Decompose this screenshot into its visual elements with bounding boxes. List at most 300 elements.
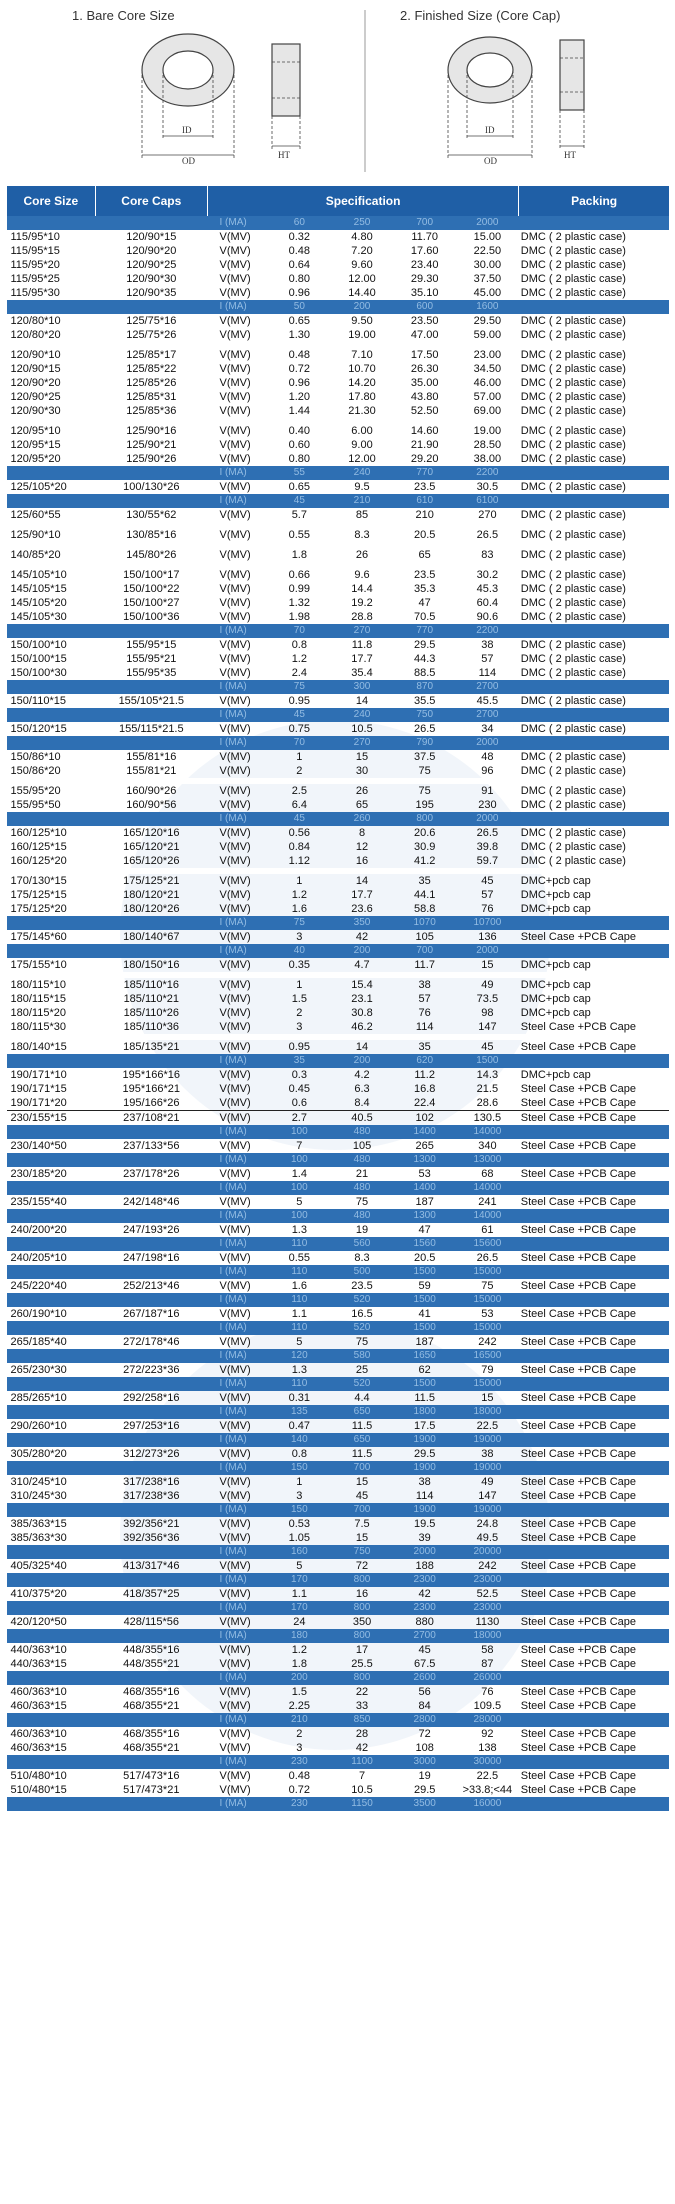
current-value: 520: [331, 1293, 394, 1307]
table-row: [7, 1223, 670, 1237]
table-row: [7, 438, 670, 452]
spec-value-cell: 0.64: [288, 259, 311, 271]
spec-value-cell: 28.8: [351, 611, 373, 623]
spec-value-cell: 53: [418, 1168, 431, 1180]
core-caps-cell: 165/120*16: [123, 827, 180, 839]
current-value: 1600: [456, 300, 519, 314]
spec-value-cell: 242: [478, 1336, 497, 1348]
spec-value-cell: 1.1: [291, 1588, 307, 1600]
blank-cell: [519, 1293, 669, 1307]
table-row: [7, 1363, 670, 1377]
table-row: [7, 902, 670, 916]
core-size-cell: 125/90*10: [10, 529, 61, 541]
spec-value-cell: 15.00: [473, 231, 502, 243]
spec-value-cell: 1.2: [291, 1644, 307, 1656]
spec-value-cell: 11.2: [414, 1069, 435, 1081]
blank-cell: [95, 216, 207, 230]
table-row: [7, 1419, 670, 1433]
voltage-label-cell: V(MV): [219, 453, 251, 465]
packing-cell: DMC ( 2 plastic case): [520, 329, 626, 341]
core-size-cell: 190/171*20: [10, 1097, 67, 1109]
voltage-label-cell: V(MV): [219, 695, 251, 707]
core-size-cell: 230/185*20: [10, 1168, 67, 1180]
voltage-label-cell: V(MV): [219, 1168, 251, 1180]
blank-cell: [7, 708, 96, 722]
spec-value-cell: 70.5: [413, 611, 436, 623]
current-label: I (MA): [207, 494, 268, 508]
voltage-label-cell: V(MV): [219, 1490, 251, 1502]
current-header-row: [7, 1349, 670, 1363]
voltage-label-cell: V(MV): [219, 1097, 251, 1109]
blank-cell: [7, 1629, 96, 1643]
spec-value-cell: 1: [296, 875, 303, 887]
spec-value-cell: 4.2: [354, 1069, 370, 1081]
table-body: [7, 216, 670, 1811]
core-caps-cell: 237/133*56: [123, 1140, 180, 1152]
current-value: 14000: [456, 1181, 519, 1195]
current-value: 2800: [393, 1713, 456, 1727]
core-size-cell: 155/95*50: [10, 799, 61, 811]
current-value: 2300: [393, 1573, 456, 1587]
spec-value-cell: 2.4: [291, 667, 307, 679]
packing-cell: Steel Case +PCB Cape: [520, 1420, 637, 1432]
spec-value-cell: 90.6: [476, 611, 499, 623]
packing-cell: DMC+pcb cap: [520, 1007, 591, 1019]
spec-value-cell: 138: [478, 1742, 497, 1754]
packing-cell: DMC ( 2 plastic case): [520, 391, 626, 403]
spec-value-cell: 130.5: [456, 1111, 519, 1126]
packing-cell: DMC ( 2 plastic case): [520, 377, 626, 389]
blank-cell: [7, 1545, 96, 1559]
blank-cell: [519, 624, 669, 638]
voltage-label-cell: V(MV): [219, 509, 251, 521]
voltage-label-cell: V(MV): [219, 439, 251, 451]
spec-value-cell: 39.8: [476, 841, 499, 853]
core-caps-cell: 155/81*16: [126, 751, 177, 763]
table-row: [7, 1531, 670, 1545]
blank-cell: [95, 1461, 207, 1475]
packing-cell: Steel Case +PCB Cape: [520, 1616, 637, 1628]
current-value: 15000: [456, 1377, 519, 1391]
current-value: 1800: [393, 1405, 456, 1419]
blank-cell: [95, 1265, 207, 1279]
core-caps-cell: 125/85*17: [126, 349, 177, 361]
packing-cell: Steel Case +PCB Cape: [520, 1686, 637, 1698]
current-value: 560: [331, 1237, 394, 1251]
blank-cell: [7, 1265, 96, 1279]
core-caps-cell: 160/90*26: [126, 785, 177, 797]
spec-value-cell: 26.5: [476, 529, 499, 541]
core-caps-cell: 413/317*46: [123, 1560, 180, 1572]
core-size-cell: 150/100*15: [10, 653, 67, 665]
voltage-label-cell: V(MV): [219, 1007, 251, 1019]
current-header-row: [7, 1433, 670, 1447]
column-header-core-size: Core Size: [7, 186, 96, 216]
current-value: 100: [268, 1181, 331, 1195]
spec-value-cell: 22.5: [476, 1420, 499, 1432]
current-value: 600: [393, 300, 456, 314]
current-value: 800: [393, 812, 456, 826]
current-header-row: [7, 1181, 670, 1195]
packing-cell: Steel Case +PCB Cape: [520, 1196, 637, 1208]
core-caps-cell: 195/166*26: [123, 1097, 180, 1109]
blank-cell: [95, 1755, 207, 1769]
blank-cell: [519, 1237, 669, 1251]
blank-cell: [95, 1349, 207, 1363]
spec-value-cell: 30.9: [413, 841, 436, 853]
packing-cell: DMC ( 2 plastic case): [520, 569, 626, 581]
blank-cell: [95, 1237, 207, 1251]
core-size-cell: 120/95*10: [10, 425, 61, 437]
voltage-label-cell: V(MV): [219, 583, 251, 595]
voltage-label-cell: V(MV): [219, 315, 251, 327]
voltage-label-cell: V(MV): [219, 273, 251, 285]
current-value: 19000: [456, 1433, 519, 1447]
core-size-cell: 440/363*15: [10, 1658, 67, 1670]
spec-value-cell: 47: [418, 1224, 431, 1236]
current-value: 3500: [393, 1797, 456, 1811]
current-label: I (MA): [207, 1054, 268, 1068]
blank-cell: [95, 1671, 207, 1685]
spec-value-cell: 0.48: [288, 245, 311, 257]
blank-cell: [519, 1125, 669, 1139]
voltage-label-cell: V(MV): [219, 841, 251, 853]
spec-value-cell: 7.20: [351, 245, 373, 257]
spec-value-cell: 1.30: [288, 329, 311, 341]
spec-value-cell: 265: [415, 1140, 434, 1152]
spec-value-cell: 8.3: [354, 1252, 370, 1264]
dimension-drawings: [0, 0, 675, 180]
voltage-label-cell: V(MV): [219, 979, 251, 991]
spec-value-cell: 9.60: [351, 259, 373, 271]
core-size-cell: 410/375*20: [10, 1588, 67, 1600]
spec-value-cell: 20.5: [413, 529, 436, 541]
current-value: 2000: [456, 944, 519, 958]
voltage-label-cell: V(MV): [219, 903, 251, 915]
spec-value-cell: 0.80: [288, 273, 311, 285]
table-row: [7, 826, 670, 840]
blank-cell: [519, 1153, 669, 1167]
spec-value-cell: 52.5: [476, 1588, 499, 1600]
core-size-cell: 405/325*40: [10, 1560, 67, 1572]
blank-cell: [7, 1601, 96, 1615]
table-row: [7, 764, 670, 778]
core-caps-cell: 468/355*21: [123, 1700, 180, 1712]
packing-cell: DMC ( 2 plastic case): [520, 315, 626, 327]
spec-value-cell: 23.5: [351, 1280, 373, 1292]
core-caps-cell: 165/120*26: [123, 855, 180, 867]
core-size-cell: 160/125*15: [10, 841, 67, 853]
table-row: [7, 992, 670, 1006]
spec-value-cell: 350: [352, 1616, 372, 1628]
spec-value-cell: 0.48: [288, 1770, 311, 1782]
spec-value-cell: 15: [355, 751, 369, 763]
core-caps-cell: 155/95*35: [126, 667, 177, 679]
current-value: 1500: [393, 1321, 456, 1335]
spec-value-cell: 23.6: [351, 903, 373, 915]
blank-cell: [7, 680, 96, 694]
core-caps-cell: 267/187*16: [123, 1308, 180, 1320]
core-size-cell: 150/100*30: [10, 667, 67, 679]
table-row: [7, 404, 670, 418]
current-label: I (MA): [207, 1503, 268, 1517]
core-caps-cell: 468/355*21: [123, 1742, 180, 1754]
current-label: I (MA): [207, 1209, 268, 1223]
table-row: [7, 230, 670, 244]
packing-cell: DMC ( 2 plastic case): [520, 259, 626, 271]
core-caps-cell: 392/356*36: [123, 1532, 180, 1544]
table-row: [7, 452, 670, 466]
finished-size-title: 2. Finished Size (Core Cap): [400, 8, 561, 23]
core-size-cell: 230/155*15: [7, 1111, 96, 1126]
voltage-label-cell: V(MV): [219, 827, 251, 839]
current-value: 480: [331, 1153, 394, 1167]
spec-value-cell: 241: [478, 1196, 497, 1208]
voltage-label-cell: V(MV): [219, 1069, 251, 1081]
spec-value-cell: 7.5: [354, 1518, 370, 1530]
voltage-label-cell: V(MV): [219, 799, 251, 811]
voltage-label-cell: V(MV): [219, 259, 251, 271]
spec-value-cell: 5: [296, 1196, 303, 1208]
spec-value-cell: 19: [355, 1224, 369, 1236]
spec-value-cell: 67.5: [413, 1658, 436, 1670]
voltage-label-cell: V(MV): [219, 245, 251, 257]
current-value: 210: [331, 494, 394, 508]
core-size-cell: 115/95*30: [10, 287, 60, 299]
table-row: [7, 798, 670, 812]
table-header-row: [7, 186, 670, 216]
blank-cell: [7, 1671, 96, 1685]
spec-value-cell: 19.2: [351, 597, 373, 609]
core-size-cell: 145/105*20: [10, 597, 67, 609]
spec-value-cell: 1.20: [288, 391, 311, 403]
spec-value-cell: 58.8: [413, 903, 436, 915]
core-caps-cell: 150/100*17: [123, 569, 180, 581]
spec-value-cell: 0.96: [288, 377, 311, 389]
core-size-cell: 310/245*30: [10, 1490, 67, 1502]
current-value: 2000: [456, 812, 519, 826]
core-size-cell: 240/200*20: [10, 1224, 67, 1236]
core-caps-cell: 160/90*56: [126, 799, 177, 811]
spec-value-cell: 0.31: [288, 1392, 311, 1404]
spec-value-cell: 88.5: [413, 667, 436, 679]
spec-value-cell: 108: [415, 1742, 434, 1754]
packing-cell: DMC+pcb cap: [520, 903, 591, 915]
packing-cell: Steel Case +PCB Cape: [520, 1518, 637, 1530]
table-row: [7, 652, 670, 666]
packing-cell: DMC ( 2 plastic case): [520, 841, 626, 853]
current-label: I (MA): [207, 1433, 268, 1447]
core-size-cell: 115/95*15: [10, 245, 60, 257]
current-label: I (MA): [207, 916, 268, 930]
core-caps-cell: 237/108*21: [95, 1111, 207, 1126]
spec-value-cell: 0.96: [288, 287, 311, 299]
current-value: 2200: [456, 466, 519, 480]
voltage-label-cell: V(MV): [219, 377, 251, 389]
current-header-row: [7, 624, 670, 638]
core-caps-cell: 125/90*21: [126, 439, 177, 451]
spec-value-cell: 30.2: [476, 569, 499, 581]
core-size-cell: 265/230*30: [10, 1364, 67, 1376]
core-caps-cell: 130/55*62: [126, 509, 177, 521]
voltage-label-cell: V(MV): [219, 1742, 251, 1754]
current-value: 100: [268, 1153, 331, 1167]
voltage-label-cell: V(MV): [219, 1224, 251, 1236]
spec-value-cell: 9.5: [354, 481, 370, 493]
bare-core-title: 1. Bare Core Size: [72, 8, 175, 23]
table-row: [7, 666, 670, 680]
spec-value-cell: 41.2: [413, 855, 436, 867]
blank-cell: [519, 736, 669, 750]
spec-value-cell: 7: [296, 1140, 303, 1152]
blank-cell: [519, 1671, 669, 1685]
current-value: 200: [331, 944, 394, 958]
spec-value-cell: 109.5: [473, 1700, 502, 1712]
voltage-label-cell: V(MV): [219, 481, 251, 493]
voltage-label-cell: V(MV): [219, 1532, 251, 1544]
spec-value-cell: 62: [418, 1364, 431, 1376]
current-value: 250: [331, 216, 394, 230]
spec-value-cell: 42: [355, 1742, 369, 1754]
packing-cell: Steel Case +PCB Cape: [520, 1041, 637, 1053]
current-header-row: [7, 1629, 670, 1643]
current-value: 750: [331, 1545, 394, 1559]
voltage-label-cell: V(MV): [219, 959, 251, 971]
blank-cell: [95, 494, 207, 508]
spec-value-cell: 1130: [475, 1616, 500, 1628]
blank-cell: [95, 1405, 207, 1419]
spec-value-cell: 75: [418, 765, 431, 777]
current-value: 800: [331, 1671, 394, 1685]
spec-value-cell: 5: [296, 1560, 303, 1572]
table-row: [7, 362, 670, 376]
current-label: I (MA): [207, 1797, 268, 1811]
current-header-row: [7, 944, 670, 958]
spec-value-cell: 68: [481, 1168, 494, 1180]
spec-value-cell: 11.5: [351, 1448, 373, 1460]
core-caps-cell: 145/80*26: [126, 549, 177, 561]
spec-value-cell: 15: [481, 1392, 494, 1404]
current-value: 110: [268, 1293, 331, 1307]
table-row: [7, 424, 670, 438]
table-row: [7, 1587, 670, 1601]
spec-value-cell: 29.5: [413, 1784, 436, 1796]
packing-cell: Steel Case +PCB Cape: [520, 1364, 637, 1376]
core-caps-cell: 195*166*21: [122, 1083, 181, 1095]
core-caps-cell: 125/85*22: [126, 363, 177, 375]
core-size-cell: 235/155*40: [10, 1196, 67, 1208]
current-value: 160: [268, 1545, 331, 1559]
core-caps-cell: 180/150*16: [123, 959, 180, 971]
spec-value-cell: 0.72: [288, 1784, 311, 1796]
table-row: [7, 1307, 670, 1321]
voltage-label-cell: V(MV): [219, 1308, 251, 1320]
spec-value-cell: 9.6: [354, 569, 370, 581]
blank-cell: [95, 1601, 207, 1615]
current-value: 790: [393, 736, 456, 750]
blank-cell: [7, 1237, 96, 1251]
spec-value-cell: 14.20: [348, 377, 376, 389]
spec-value-cell: 22.5: [476, 1770, 499, 1782]
spec-value-cell: 25: [355, 1364, 369, 1376]
spec-value-cell: 11.5: [351, 1420, 373, 1432]
spec-value-cell: 19.00: [348, 329, 376, 341]
spec-value-cell: 57.00: [473, 391, 502, 403]
spec-value-cell: 29.5: [413, 1448, 436, 1460]
current-value: 23000: [456, 1601, 519, 1615]
blank-cell: [95, 812, 207, 826]
voltage-label-cell: V(MV): [219, 993, 251, 1005]
blank-cell: [519, 300, 669, 314]
table-row: [7, 638, 670, 652]
core-caps-cell: 180/140*67: [123, 931, 180, 943]
packing-cell: DMC ( 2 plastic case): [520, 481, 626, 493]
spec-value-cell: 0.75: [288, 723, 311, 735]
spec-value-cell: 210: [415, 509, 434, 521]
spec-value-cell: 34.50: [473, 363, 502, 375]
packing-cell: Steel Case +PCB Cape: [520, 1448, 637, 1460]
current-header-row: [7, 1237, 670, 1251]
voltage-label-cell: V(MV): [219, 1083, 251, 1095]
current-value: 1500: [456, 1054, 519, 1068]
packing-cell: DMC ( 2 plastic case): [520, 273, 626, 285]
core-caps-cell: 155/95*21: [126, 653, 177, 665]
core-caps-cell: 297/253*16: [123, 1420, 180, 1432]
current-label: I (MA): [207, 1349, 268, 1363]
core-caps-cell: 125/75*16: [126, 315, 177, 327]
table-row: [7, 1615, 670, 1629]
spec-value-cell: 10.5: [351, 723, 373, 735]
table-row: [7, 610, 670, 624]
blank-cell: [7, 1349, 96, 1363]
current-value: 15000: [456, 1321, 519, 1335]
core-caps-cell: 100/130*26: [123, 481, 180, 493]
current-value: 270: [331, 624, 394, 638]
table-row: [7, 1195, 670, 1209]
blank-cell: [95, 300, 207, 314]
current-header-row: [7, 1755, 670, 1769]
blank-cell: [7, 466, 96, 480]
current-header-row: [7, 736, 670, 750]
current-label: I (MA): [207, 1545, 268, 1559]
current-value: 1500: [393, 1377, 456, 1391]
packing-cell: DMC ( 2 plastic case): [520, 349, 626, 361]
spec-value-cell: 43.80: [410, 391, 439, 403]
current-value: 610: [393, 494, 456, 508]
table-row: [7, 390, 670, 404]
current-header-row: [7, 708, 670, 722]
core-size-cell: 420/120*50: [10, 1616, 67, 1628]
current-header-row: [7, 1054, 670, 1068]
current-header-row: [7, 916, 670, 930]
current-value: 850: [331, 1713, 394, 1727]
spec-value-cell: 17.80: [348, 391, 376, 403]
spec-value-cell: 187: [415, 1336, 434, 1348]
core-size-cell: 265/185*40: [10, 1336, 67, 1348]
current-value: 15000: [456, 1265, 519, 1279]
spec-value-cell: 1.05: [288, 1532, 311, 1544]
spec-value-cell: 9.00: [351, 439, 373, 451]
blank-cell: [95, 1503, 207, 1517]
spec-value-cell: 242: [478, 1560, 497, 1572]
core-size-cell: 120/95*15: [10, 439, 61, 451]
spec-value-cell: 16.5: [351, 1308, 373, 1320]
spec-value-cell: 0.95: [288, 695, 311, 707]
current-value: 2700: [456, 708, 519, 722]
voltage-label-cell: V(MV): [219, 287, 251, 299]
current-label: I (MA): [207, 1125, 268, 1139]
spec-value-cell: >33.8;<44: [462, 1784, 513, 1796]
